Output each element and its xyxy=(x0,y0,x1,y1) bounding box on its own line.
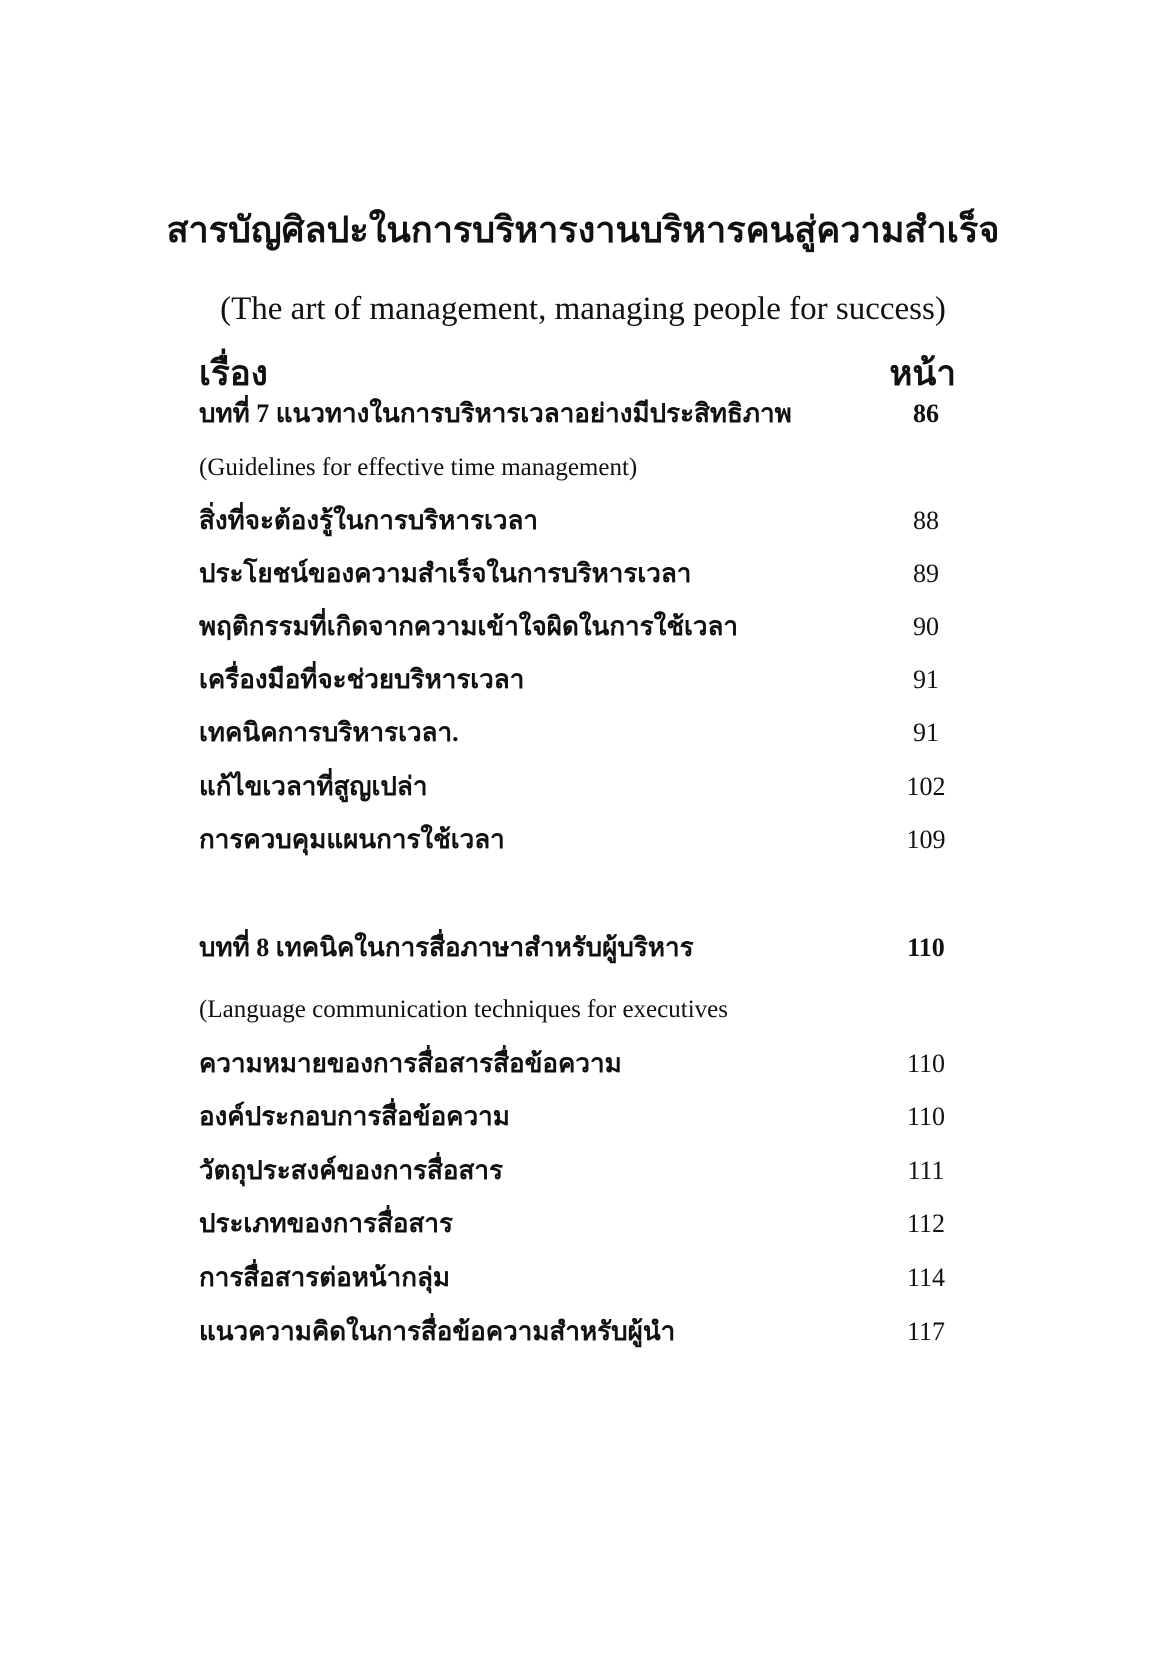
toc-entry-page: 114 xyxy=(906,1263,946,1292)
toc-entry xyxy=(199,605,956,649)
chapter-heading-row xyxy=(199,392,956,436)
chapter-english-title: (Guidelines for effective time management) xyxy=(199,454,638,481)
toc-entry-page: 90 xyxy=(913,612,939,641)
toc-entry xyxy=(199,552,956,596)
toc-entry-page: 111 xyxy=(907,1156,945,1185)
toc-entry-page: 109 xyxy=(906,825,946,854)
page-title: สารบัญศิลปะในการบริหารงานบริหารคนสู่ความสำเร็จ xyxy=(166,210,1000,250)
toc-entry-page: 91 xyxy=(913,718,939,747)
toc-entry xyxy=(199,658,956,702)
chapter-page-number: 86 xyxy=(913,399,939,428)
toc-entry-label: ประเภทของการสื่อสาร xyxy=(199,1209,453,1238)
toc-entry-label: แนวความคิดในการสื่อข้อความสำหรับผู้นำ xyxy=(199,1317,676,1346)
toc-entry-label: พฤติกรรมที่เกิดจากความเข้าใจผิดในการใช้เวลา xyxy=(199,612,738,641)
toc-entry xyxy=(199,1202,956,1246)
toc-entry-page: 91 xyxy=(913,665,939,694)
chapter-heading: บทที่ 8 เทคนิคในการสื่อภาษาสำหรับผู้บริหาร xyxy=(199,933,694,962)
chapter-page-number: 110 xyxy=(907,933,945,962)
toc-entry-label: การควบคุมแผนการใช้เวลา xyxy=(199,825,505,854)
toc-entry xyxy=(199,1256,956,1300)
toc-entry-page: 102 xyxy=(906,772,946,801)
toc-entry-page: 117 xyxy=(906,1317,946,1346)
toc-entry-label: เครื่องมือที่จะช่วยบริหารเวลา xyxy=(199,665,525,694)
page-column-header: หน้า xyxy=(889,354,956,393)
toc-entry-page: 112 xyxy=(906,1209,946,1238)
toc-entry xyxy=(199,1095,956,1139)
toc-entry-label: วัตถุประสงค์ของการสื่อสาร xyxy=(199,1156,503,1185)
chapter-heading: บทที่ 7 แนวทางในการบริหารเวลาอย่างมีประสิทธิภาพ xyxy=(199,399,792,428)
toc-entry-page: 110 xyxy=(906,1102,946,1131)
toc-entry xyxy=(199,1149,956,1193)
toc-entry-label: องค์ประกอบการสื่อข้อความ xyxy=(199,1102,510,1131)
toc-entry-label: การสื่อสารต่อหน้ากลุ่ม xyxy=(199,1263,451,1292)
toc-entry-page: 89 xyxy=(913,559,939,588)
chapter-english-title-row xyxy=(199,988,956,1032)
toc-entry xyxy=(199,1042,956,1086)
toc-entry-page: 110 xyxy=(906,1049,946,1078)
toc-entry xyxy=(199,711,956,755)
chapter-heading-row xyxy=(199,926,956,970)
toc-entry-label: ความหมายของการสื่อสารสื่อข้อความ xyxy=(199,1049,622,1078)
toc-entry-page: 88 xyxy=(913,506,939,535)
topic-column-header: เรื่อง xyxy=(199,354,268,393)
toc-entry-label: เทคนิคการบริหารเวลา. xyxy=(199,718,459,747)
toc-entry xyxy=(199,765,956,809)
toc-entry-label: แก้ไขเวลาที่สูญเปล่า xyxy=(199,772,428,801)
toc-entry xyxy=(199,499,956,543)
page-subtitle: (The art of management, managing people for success) xyxy=(220,291,946,327)
toc-entry xyxy=(199,818,956,862)
toc-entry xyxy=(199,1310,956,1354)
chapter-english-title-row xyxy=(199,446,956,490)
toc-entry-label: สิ่งที่จะต้องรู้ในการบริหารเวลา xyxy=(199,506,539,535)
chapter-english-title: (Language communication techniques for executives xyxy=(199,996,728,1023)
toc-entry-label: ประโยชน์ของความสำเร็จในการบริหารเวลา xyxy=(199,559,692,588)
